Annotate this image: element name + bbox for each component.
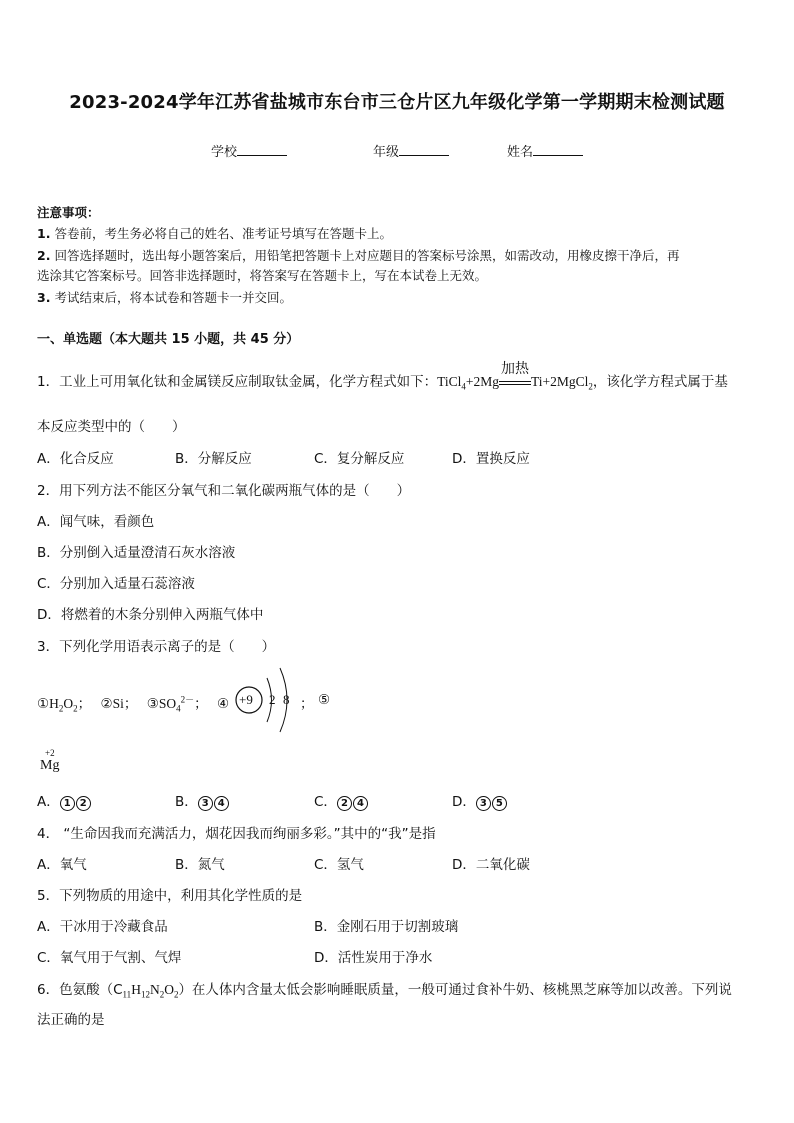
formula-part: N: [149, 982, 160, 997]
sub: 2: [73, 703, 78, 714]
q3-option-d[interactable]: [452, 790, 508, 811]
eq-right: Ti+2MgCl: [531, 374, 589, 389]
name-field[interactable]: [507, 141, 583, 160]
school-blank[interactable]: [237, 143, 287, 156]
q2-stem: 2．用下列方法不能区分氧气和二氧化碳两瓶气体的是（ ）: [37, 483, 411, 499]
option-letter: D．: [452, 794, 476, 810]
eq-sub: 2: [588, 381, 593, 392]
note-item-3: [37, 288, 292, 306]
q1-stem: [37, 360, 728, 392]
q3-item-4: ④: [217, 696, 230, 711]
q2-option-a[interactable]: A．闻气味，看颜色: [37, 514, 155, 530]
q3-item-1-mid: O: [63, 696, 74, 711]
sub: 2: [159, 989, 165, 1000]
grade-label: 年级: [373, 145, 400, 160]
circled-number: 3: [198, 796, 213, 811]
q5-option-b[interactable]: B．金刚石用于切割玻璃: [314, 919, 459, 935]
sub: 12: [140, 989, 150, 1000]
note-item-2-cont: 选涂其它答案标号。回答非选择题时，将答案写在答题卡上，写在本试卷上无效。: [37, 268, 488, 283]
q3-item-1: ①H: [37, 696, 59, 711]
q4-option-a[interactable]: A．氧气: [37, 857, 87, 873]
q5-option-d[interactable]: D．活性炭用于净水: [314, 950, 433, 966]
note-number: 1.: [37, 226, 51, 241]
q3-option-c[interactable]: [314, 790, 369, 811]
circled-number: 1: [60, 796, 75, 811]
option-letter: B．: [175, 794, 198, 810]
note-text: 考试结束后，将本试卷和答题卡一并交回。: [54, 290, 292, 305]
q4-option-c[interactable]: C．氢气: [314, 857, 364, 873]
eq-arrow: [499, 360, 531, 389]
grade-blank[interactable]: [399, 143, 449, 156]
circled-number: 2: [76, 796, 91, 811]
q3-item-3: ③SO: [146, 696, 177, 711]
sub: 11: [122, 989, 132, 1000]
q1-equation: [437, 360, 593, 392]
shell-2-count: 8: [283, 692, 290, 707]
q5-option-c[interactable]: C．氧气用于气割、气焊: [37, 950, 182, 966]
notes-heading: 注意事项：: [37, 205, 100, 220]
shell-1-count: 2: [269, 692, 276, 707]
circled-number: 4: [353, 796, 368, 811]
eq-condition: 加热: [501, 360, 529, 377]
q1-option-c[interactable]: C．复分解反应: [314, 451, 405, 467]
note-number: 3.: [37, 290, 51, 305]
q4-option-b[interactable]: B．氮气: [175, 857, 225, 873]
q1-stem-cont: 本反应类型中的（ ）: [37, 419, 186, 435]
circled-number: 5: [492, 796, 507, 811]
q2-option-d[interactable]: D．将燃着的木条分别伸入两瓶气体中: [37, 607, 264, 623]
sub: 2: [58, 703, 64, 714]
circled-number: 4: [214, 796, 229, 811]
q3-option-a[interactable]: [37, 790, 92, 811]
q6-stem: [37, 978, 732, 1000]
sub: 4: [176, 703, 181, 714]
name-label: 姓名: [507, 145, 534, 160]
sub: 2: [173, 989, 179, 1000]
grade-field[interactable]: [373, 141, 449, 160]
q2-option-c[interactable]: C．分别加入适量石蕊溶液: [37, 576, 195, 592]
eq-mid: +2Mg: [465, 374, 499, 389]
mg-symbol: Mg: [40, 758, 60, 773]
school-field[interactable]: [211, 141, 287, 160]
q5-option-a[interactable]: A．干冰用于冷藏食品: [37, 919, 168, 935]
q6-stem-text-2: ）在人体内含量太低会影响睡眠质量，一般可通过食补牛奶、核桃黑芝麻等加以改善。下列说: [178, 982, 732, 998]
note-number: 2.: [37, 248, 51, 263]
eq-left: TiCl: [437, 374, 462, 389]
q1-stem-text: 1．工业上可用氧化钛和金属镁反应制取钛金属，化学方程式如下：: [37, 374, 438, 390]
sup: 2－: [180, 694, 195, 705]
eq-sub: 4: [461, 381, 466, 392]
q6-stem-text: 6．色氨酸（C: [37, 982, 123, 998]
q1-option-a[interactable]: A．化合反应: [37, 451, 114, 467]
mg-charge: +2: [45, 748, 55, 758]
q5-stem: 5．下列物质的用途中，利用其化学性质的是: [37, 888, 303, 904]
note-text: 回答选择题时，选出每小题答案后，用铅笔把答题卡上对应题目的答案标号涂黑，如需改动，用橡皮擦干净后，再: [54, 248, 680, 263]
sep: ；: [77, 696, 92, 711]
sep: ；: [194, 696, 208, 711]
q3-item-4-end: ；: [300, 696, 314, 711]
section-heading: 一、单选题（本大题共 15 小题，共 45 分）: [37, 332, 300, 347]
q3-items: [37, 692, 229, 714]
q1-stem-text-2: ，该化学方程式属于基: [592, 374, 728, 390]
q4-option-d[interactable]: D．二氧化碳: [452, 857, 530, 873]
q3-stem: 3．下列化学用语表示离子的是（ ）: [37, 639, 276, 655]
circled-number: 3: [476, 796, 491, 811]
q1-option-d[interactable]: D．置换反应: [452, 451, 530, 467]
q6-formula: [122, 982, 179, 1000]
circled-number: 2: [337, 796, 352, 811]
q3-option-b[interactable]: [175, 790, 230, 811]
note-text: 答卷前，考生务必将自己的姓名、准考证号填写在答题卡上。: [54, 226, 392, 241]
option-letter: C．: [314, 794, 337, 810]
q6-stem-cont: 法正确的是: [37, 1012, 105, 1028]
q1-option-b[interactable]: B．分解反应: [175, 451, 252, 467]
page-title: 2023-2024学年江苏省盐城市东台市三仓片区九年级化学第一学期期末检测试题: [69, 92, 725, 113]
q4-stem: 4． “生命因我而充满活力，烟花因我而绚丽多彩。”其中的“我”是指: [37, 826, 436, 842]
q3-item-5: ⑤: [318, 692, 331, 707]
q3-item-2: ②Si；: [100, 696, 138, 711]
school-label: 学校: [211, 145, 238, 160]
name-blank[interactable]: [533, 143, 583, 156]
nucleus-charge: +9: [239, 692, 253, 707]
note-item-1: [37, 224, 392, 242]
formula-part: H: [131, 982, 141, 997]
note-item-2: [37, 246, 679, 264]
formula-part: O: [164, 982, 174, 997]
option-letter: A．: [37, 794, 60, 810]
q2-option-b[interactable]: B．分别倒入适量澄清石灰水溶液: [37, 545, 236, 561]
